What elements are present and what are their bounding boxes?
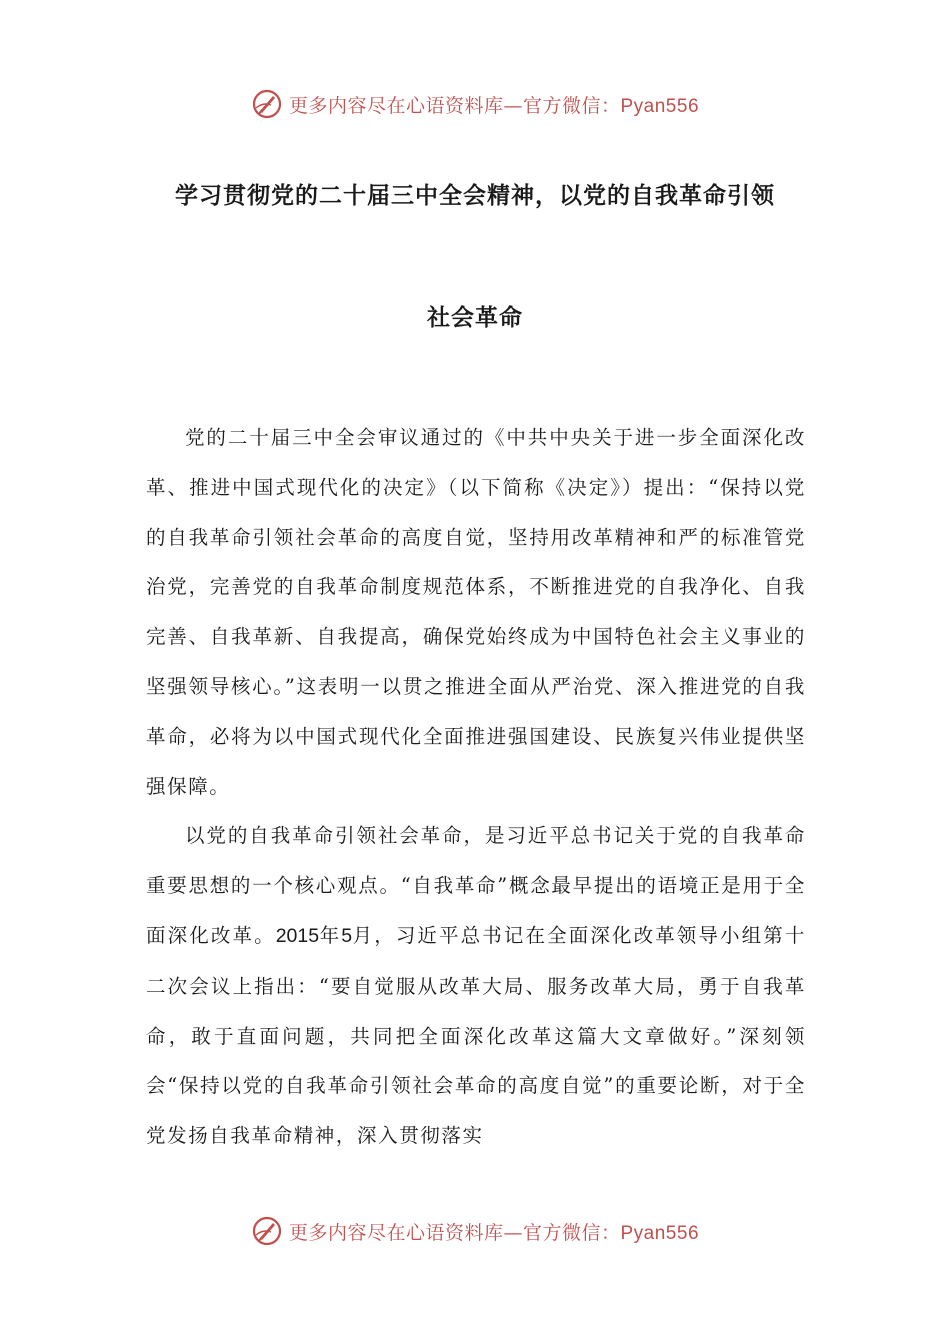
quill-pen-logo-icon [251, 88, 283, 120]
banner-wechat-label: 官方微信： [522, 1221, 621, 1244]
banner-text [289, 1218, 699, 1245]
document-body [146, 413, 806, 1161]
document-title-line-2: 社会革命 [427, 305, 523, 331]
banner-text [289, 91, 699, 118]
banner-library-text: 更多内容尽在心语资料库 [288, 1221, 504, 1244]
banner-wechat-id: Pyan556 [620, 95, 700, 117]
banner-dash: — [503, 94, 523, 117]
document-title-line-1: 学习贯彻党的二十届三中全会精神，以党的自我革命引领 [175, 183, 775, 209]
paragraph-2-month: 5 [341, 924, 353, 947]
paragraph-2-part-2: 月，习近平总书记在全面深化改革领导小组第十二次会议上指出：“要自觉服从改革大局、服务改革大局，勇于自我革命，敢于直面问题，共同把全面深化改革这篇大文章做好。”深刻领会“保持以党的自我革命引领社会革命的高度自觉”的重要论断，对于全党发扬自我革命精神，深入贯彻落实 [146, 923, 806, 1148]
quill-pen-logo-icon [251, 1215, 283, 1247]
banner-wechat-id: Pyan556 [620, 1222, 700, 1244]
header-watermark-banner [0, 84, 950, 124]
banner-dash: — [503, 1221, 523, 1244]
footer-watermark-banner [0, 1211, 950, 1251]
paragraph-2-part-1: 以党的自我革命引领社会革命，是习近平总书记关于党的自我革命重要思想的一个核心观点。“自我革命”概念最早提出的语境正是用于全面深化改革。 [146, 824, 806, 947]
banner-library-text: 更多内容尽在心语资料库 [288, 94, 504, 117]
banner-wechat-label: 官方微信： [522, 94, 621, 117]
paragraph-2 [146, 811, 806, 1161]
paragraph-2-year-unit: 年 [319, 923, 342, 947]
paragraph-1: 党的二十届三中全会审议通过的《中共中央关于进一步全面深化改革、推进中国式现代化的决定》（以下简称《决定》）提出：“保持以党的自我革命引领社会革命的高度自觉，坚持用改革精神和严的标准管党治党，完善党的自我革命制度规范体系，不断推进党的自我净化、自我完善、自我革新、自我提高，确保党始终成为中国特色社会主义事业的坚强领导核心。”这表明一以贯之推进全面从严治党、深入推进党的自我革命，必将为以中国式现代化全面推进强国建设、民族复兴伟业提供坚强保障。 [146, 426, 806, 798]
paragraph-2-year: 2015 [275, 924, 320, 947]
